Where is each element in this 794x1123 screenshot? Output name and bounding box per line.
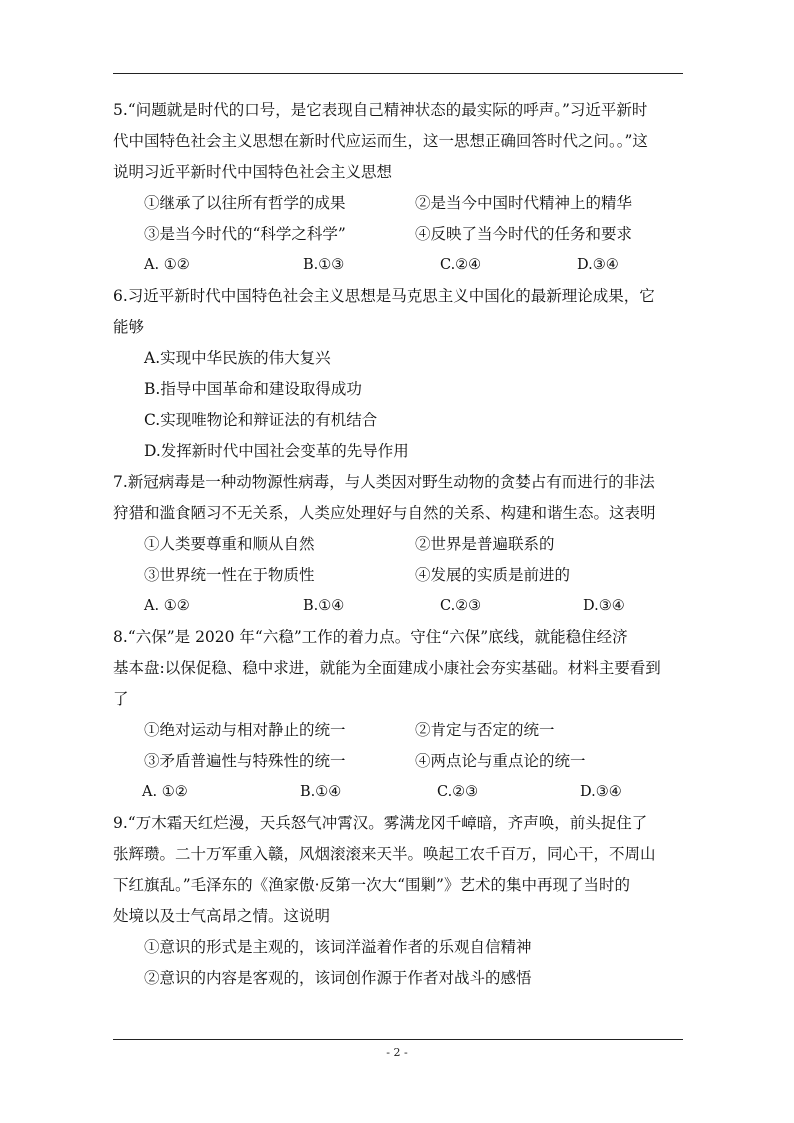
- question-stem-line: 6.习近平新时代中国特色社会主义思想是马克思主义中国化的最新理论成果，它: [113, 287, 655, 305]
- statement-row: [113, 529, 683, 560]
- choice-d: D.③④: [583, 598, 625, 614]
- question-stem-line: 张辉瓒。二十万军重入赣，风烟滚滚来天半。唤起工农千百万，同心干，不周山: [113, 845, 656, 863]
- choice-c: C.实现唯物论和辩证法的有机结合: [144, 411, 378, 429]
- statement: ②意识的内容是客观的，该词创作源于作者对战斗的感悟: [144, 969, 532, 987]
- answer-choices: [113, 777, 683, 808]
- choice-b: B.①④: [300, 784, 342, 800]
- question-stem-line: 5.“问题就是时代的口号，是它表现自己精神状态的最实际的呼声。”习近平新时: [113, 101, 648, 119]
- statement: ③是当今时代的“科学之科学”: [144, 225, 346, 243]
- statement: ①绝对运动与相对静止的统一: [144, 721, 346, 739]
- statement: ②世界是普遍联系的: [415, 535, 555, 553]
- statement: ②是当今中国时代精神上的精华: [415, 194, 633, 212]
- question-stem-line: 处境以及士气高昂之情。这说明: [113, 907, 331, 925]
- question-6: [113, 281, 683, 467]
- question-8: [113, 622, 683, 808]
- statement: ①继承了以往所有哲学的成果: [144, 194, 346, 212]
- choice-c: C.②③: [440, 598, 482, 614]
- question-stem-line: 说明习近平新时代中国特色社会主义思想: [113, 163, 393, 181]
- choice-a: A.实现中华民族的伟大复兴: [144, 349, 331, 367]
- page-number: - 2 -: [386, 1046, 408, 1059]
- choice-a: A. ①②: [144, 598, 190, 614]
- choice-b: B.①③: [303, 257, 345, 273]
- statement-row: [113, 746, 683, 777]
- statement-row: [113, 715, 683, 746]
- question-9: [113, 808, 683, 994]
- choice-b: B.指导中国革命和建设取得成功: [144, 380, 362, 398]
- question-stem-line: 基本盘:以保促稳、稳中求进，就能为全面建成小康社会夯实基础。材料主要看到: [113, 659, 661, 677]
- question-stem-line: 代中国特色社会主义思想在新时代应运而生，这一思想正确回答时代之问。。”这: [113, 132, 648, 150]
- choice-d: D.③④: [580, 784, 622, 800]
- choice-c: C.②③: [437, 784, 479, 800]
- question-5: [113, 95, 683, 281]
- statement: ④反映了当今时代的任务和要求: [415, 225, 633, 243]
- question-stem-line: 能够: [113, 318, 145, 336]
- statement: ③矛盾普遍性与特殊性的统一: [144, 752, 346, 770]
- statement: ④发展的实质是前进的: [415, 566, 571, 584]
- choice-a: A. ①②: [142, 784, 188, 800]
- answer-choices: [113, 591, 683, 622]
- statement: ④两点论与重点论的统一: [415, 752, 586, 770]
- question-stem-line: 了: [113, 690, 129, 708]
- statement-row: [113, 219, 683, 250]
- question-stem-line: 8.“六保”是 2020 年“六稳”工作的着力点。守住“六保”底线，就能稳住经济: [113, 628, 628, 646]
- choice-d: D.发挥新时代中国社会变革的先导作用: [144, 442, 409, 460]
- statement-row: [113, 560, 683, 591]
- header-rule: [113, 73, 683, 74]
- statement: ①人类要尊重和顺从自然: [144, 535, 315, 553]
- statement-row: [113, 188, 683, 219]
- statement: ②肯定与否定的统一: [415, 721, 555, 739]
- question-stem-line: 7.新冠病毒是一种动物源性病毒，与人类因对野生动物的贪婪占有而进行的非法: [113, 473, 655, 491]
- choice-d: D.③④: [577, 257, 619, 273]
- footer-rule: [113, 1039, 683, 1040]
- question-stem-line: 狩猎和滥食陋习不无关系，人类应处理好与自然的关系、构建和谐生态。这表明: [113, 504, 656, 522]
- question-7: [113, 467, 683, 622]
- statement: ③世界统一性在于物质性: [144, 566, 315, 584]
- answer-choices: [113, 250, 683, 281]
- choice-b: B.①④: [303, 598, 345, 614]
- question-stem-line: 9.“万木霜天红烂漫，天兵怒气冲霄汉。雾满龙冈千嶂暗，齐声唤，前头捉住了: [113, 814, 648, 832]
- choice-a: A. ①②: [144, 257, 190, 273]
- document-body: [113, 95, 683, 994]
- question-stem-line: 下红旗乱。”毛泽东的《渔家傲·反第一次大“围剿”》艺术的集中再现了当时的: [113, 876, 630, 894]
- statement: ①意识的形式是主观的，该词洋溢着作者的乐观自信精神: [144, 938, 532, 956]
- choice-c: C.②④: [440, 257, 482, 273]
